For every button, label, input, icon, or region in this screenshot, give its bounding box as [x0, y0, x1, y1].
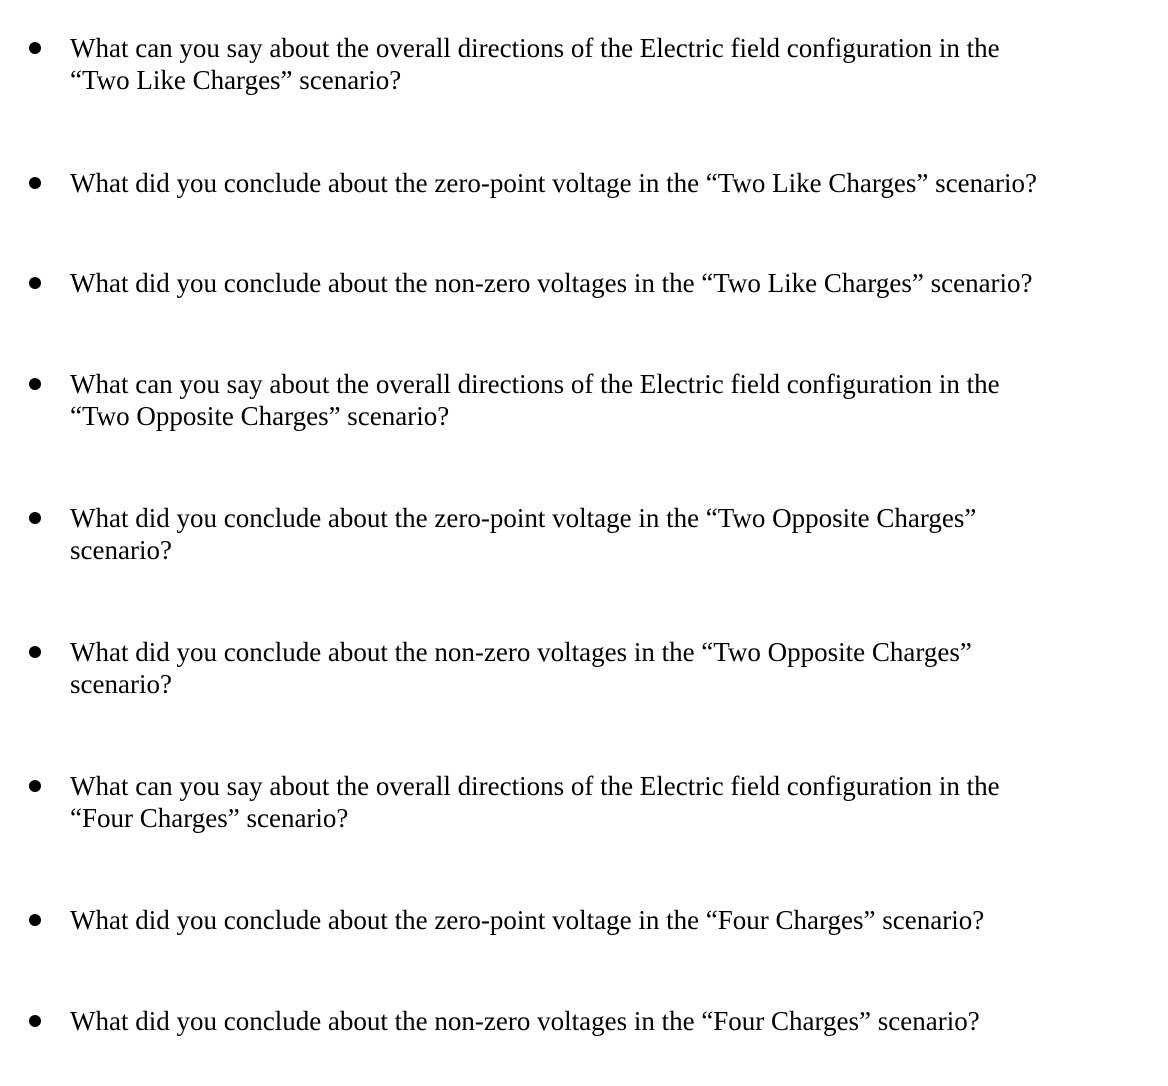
- question-text: What did you conclude about the zero-point voltage in the “Four Charges” scenario?: [70, 905, 985, 935]
- bullet-icon: [29, 914, 41, 926]
- question-text: What can you say about the overall directions of the Electric field configuration in the “Four Charges” scenario?: [70, 771, 1000, 833]
- question-text: What did you conclude about the non-zero voltages in the “Two Opposite Charges” scenario?: [70, 637, 972, 699]
- question-text: What did you conclude about the zero-point voltage in the “Two Like Charges” scenario?: [70, 168, 1038, 198]
- question-text: What can you say about the overall directions of the Electric field configuration in the “Two Opposite Charges” scenario?: [70, 369, 1000, 431]
- bullet-icon: [29, 646, 41, 658]
- bullet-icon: [29, 177, 41, 189]
- bullet-icon: [29, 512, 41, 524]
- question-text: What can you say about the overall directions of the Electric field configuration in the “Two Like Charges” scenario?: [70, 33, 1000, 95]
- bullet-icon: [29, 277, 41, 289]
- bullet-icon: [29, 780, 41, 792]
- question-text: What did you conclude about the non-zero voltages in the “Four Charges” scenario?: [70, 1006, 980, 1036]
- bullet-icon: [29, 42, 41, 54]
- question-text: What did you conclude about the zero-point voltage in the “Two Opposite Charges” scenario?: [70, 503, 977, 565]
- bullet-icon: [29, 1015, 41, 1027]
- question-text: What did you conclude about the non-zero voltages in the “Two Like Charges” scenario?: [70, 268, 1033, 298]
- bullet-icon: [29, 378, 41, 390]
